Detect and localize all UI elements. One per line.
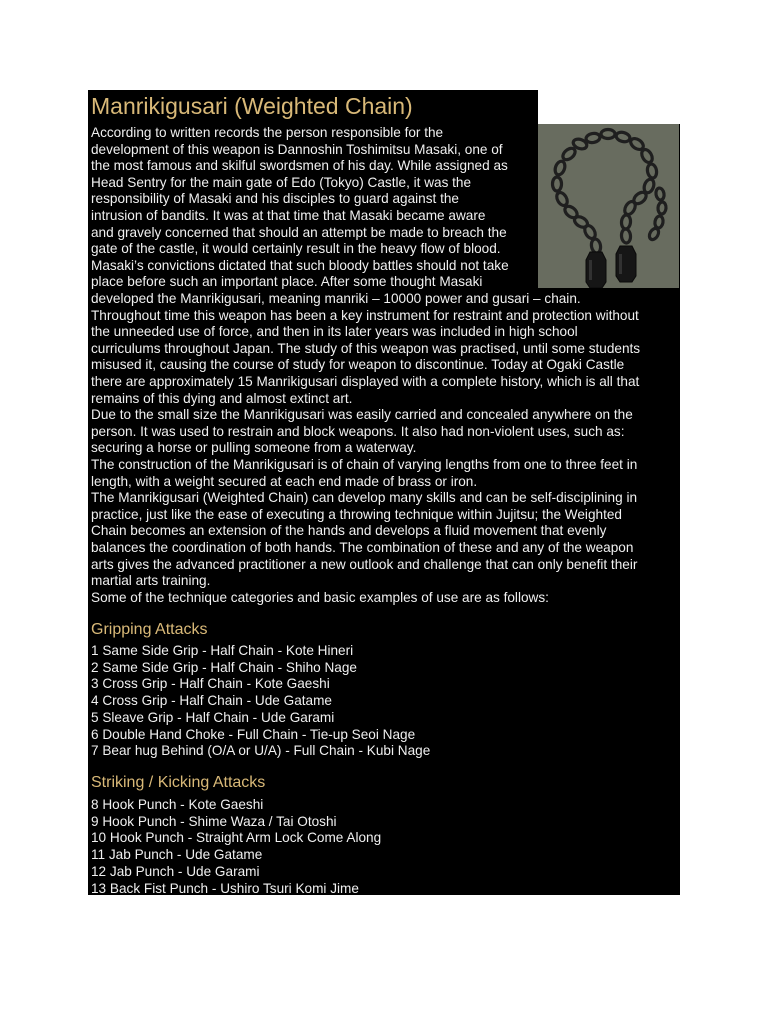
intro-line: The construction of the Manrikigusari is of chain of varying lengths from one to three feet in bbox=[91, 457, 638, 472]
intro-line: responsibility of Masaki and his disciples to guard against the bbox=[91, 191, 459, 207]
intro-line: Throughout time this weapon has been a key instrument for restraint and protection without bbox=[91, 307, 639, 323]
list-item: 11 Jab Punch - Ude Gatame bbox=[91, 847, 263, 863]
section-heading-striking-attacks: Striking / Kicking Attacks bbox=[91, 774, 266, 791]
intro-line: Due to the small size the Manrikigusari was easily carried and concealed anywhere on the bbox=[91, 407, 633, 423]
intro-line: length, with a weight secured at each end made of brass or iron. bbox=[91, 473, 478, 489]
list-item: 3 Cross Grip - Half Chain - Kote Gaeshi bbox=[91, 676, 330, 692]
intro-line: Head Sentry for the main gate of Edo (Tokyo) Castle, it was the bbox=[91, 174, 472, 190]
intro-line: place before such an important place. After some thought Masaki bbox=[91, 274, 483, 290]
intro-line: Some of the technique categories and basic examples of use are as follows: bbox=[91, 589, 549, 605]
list-item: 8 Hook Punch - Kote Gaeshi bbox=[91, 797, 264, 812]
intro-line: securing a horse or pulling someone from a waterway. bbox=[91, 440, 417, 456]
list-item: 9 Hook Punch - Shime Waza / Tai Otoshi bbox=[91, 813, 337, 829]
intro-line: remains of this dying and almost extinct art. bbox=[91, 390, 353, 406]
list-item: 2 Same Side Grip - Half Chain - Shiho Nage bbox=[91, 659, 357, 675]
intro-line: person. It was used to restrain and block weapons. It also had non-violent uses, such as: bbox=[91, 423, 625, 439]
page-title: Manrikigusari (Weighted Chain) bbox=[91, 93, 413, 119]
list-item: 10 Hook Punch - Straight Arm Lock Come Along bbox=[91, 830, 382, 846]
section-heading-gripping-attacks: Gripping Attacks bbox=[91, 621, 208, 638]
intro-line: there are approximately 15 Manrikigusari displayed with a complete history, which is all that bbox=[91, 374, 640, 389]
intro-line: arts gives the advanced practitioner a new outlook and challenge that can only benefit their bbox=[91, 556, 638, 572]
list-item: 1 Same Side Grip - Half Chain - Kote Hineri bbox=[91, 643, 354, 658]
intro-line: development of this weapon is Dannoshin Toshimitsu Masaki, one of bbox=[91, 141, 503, 157]
list-item: 6 Double Hand Choke - Full Chain - Tie-up Seoi Nage bbox=[91, 726, 416, 742]
intro-line: the unneeded use of force, and then in its later years was included in high school bbox=[91, 324, 578, 340]
intro-line: gate of the castle, it would certainly result in the heavy flow of blood. bbox=[91, 241, 501, 257]
list-item: 13 Back Fist Punch - Ushiro Tsuri Komi Jime bbox=[91, 880, 359, 896]
list-item: 7 Bear hug Behind (O/A or U/A) - Full Chain - Kubi Nage bbox=[91, 743, 431, 759]
list-item: 4 Cross Grip - Half Chain - Ude Gatame bbox=[91, 693, 332, 709]
intro-line: The Manrikigusari (Weighted Chain) can develop many skills and can be self-disciplining in bbox=[91, 490, 638, 506]
list-item: 12 Jab Punch - Ude Garami bbox=[91, 863, 260, 879]
intro-line: the most famous and skilful swordsmen of his day. While assigned as bbox=[91, 158, 508, 174]
intro-line: Chain becomes an extension of the hands and develops a fluid movement that evenly bbox=[91, 523, 607, 539]
intro-line: practice, just like the ease of executing a throwing technique within Jujitsu; the Weighted bbox=[91, 506, 622, 522]
intro-line: and gravely concerned that should an attempt be made to breach the bbox=[91, 224, 507, 240]
list-item: 5 Sleave Grip - Half Chain - Ude Garami bbox=[91, 709, 335, 725]
intro-line: curriculums throughout Japan. The study of this weapon was practised, until some students bbox=[91, 340, 641, 356]
chain-icon bbox=[538, 124, 679, 288]
intro-line: developed the Manrikigusari, meaning manriki – 10000 power and gusari – chain. bbox=[91, 291, 581, 306]
intro-line: intrusion of bandits. It was at that time that Masaki became aware bbox=[91, 208, 486, 223]
intro-line: Masaki’s convictions dictated that such bloody battles should not take bbox=[91, 257, 509, 273]
intro-line: martial arts training. bbox=[91, 573, 211, 589]
intro-line: misused it, causing the course of study for weapon to discontinue. Today at Ogaki Castle bbox=[91, 357, 625, 373]
intro-line: balances the coordination of both hands. The combination of these and any of the weapon bbox=[91, 540, 634, 555]
chain-weapon-photo bbox=[538, 124, 679, 288]
intro-line: According to written records the person responsible for the bbox=[91, 125, 444, 140]
